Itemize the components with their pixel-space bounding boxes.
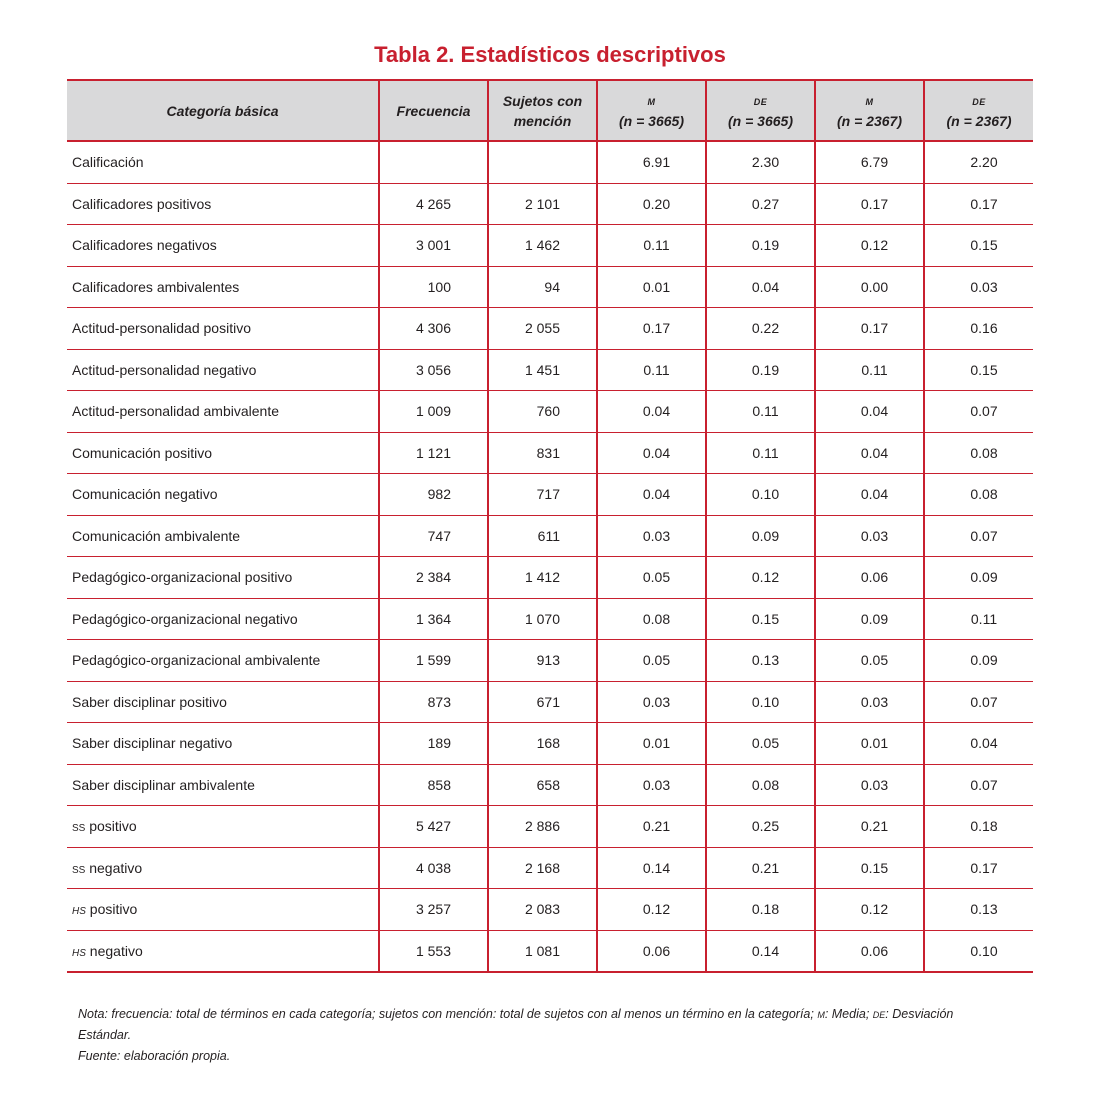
cell-m-2367: 6.79 bbox=[815, 141, 924, 183]
cell-frecuencia: 1 121 bbox=[379, 432, 488, 474]
cell-m-3665: 0.01 bbox=[597, 266, 706, 308]
cell-m-2367: 0.04 bbox=[815, 432, 924, 474]
cell-de-2367: 0.15 bbox=[924, 349, 1033, 391]
cell-frecuencia: 5 427 bbox=[379, 806, 488, 848]
cell-m-2367: 0.17 bbox=[815, 183, 924, 225]
cell-de-3665: 0.12 bbox=[706, 557, 815, 599]
table-row bbox=[67, 764, 1033, 806]
table-body bbox=[67, 141, 1033, 972]
cell-m-2367: 0.01 bbox=[815, 723, 924, 765]
cell-sujetos: 94 bbox=[488, 266, 597, 308]
cell-frecuencia bbox=[379, 141, 488, 183]
cell-category bbox=[67, 723, 379, 765]
header-m-3665 bbox=[597, 80, 706, 141]
cell-sujetos: 2 101 bbox=[488, 183, 597, 225]
cell-de-3665: 0.10 bbox=[706, 474, 815, 516]
cell-de-2367: 0.16 bbox=[924, 308, 1033, 350]
cell-de-3665: 2.30 bbox=[706, 141, 815, 183]
cell-frecuencia: 3 001 bbox=[379, 225, 488, 267]
cell-frecuencia: 3 056 bbox=[379, 349, 488, 391]
table-row bbox=[67, 141, 1033, 183]
category-name: Comunicación ambivalente bbox=[72, 527, 241, 544]
cell-m-3665: 0.01 bbox=[597, 723, 706, 765]
table-notes bbox=[78, 1004, 1008, 1067]
cell-sujetos: 760 bbox=[488, 391, 597, 433]
cell-m-3665: 0.03 bbox=[597, 764, 706, 806]
cell-de-2367: 0.13 bbox=[924, 889, 1033, 931]
table-row bbox=[67, 806, 1033, 848]
cell-category bbox=[67, 764, 379, 806]
cell-de-3665: 0.13 bbox=[706, 640, 815, 682]
category-name: Saber disciplinar positivo bbox=[72, 693, 227, 710]
cell-m-2367: 0.03 bbox=[815, 764, 924, 806]
note-part-3: : Desviación Estándar. bbox=[78, 1007, 954, 1042]
cell-sujetos bbox=[488, 141, 597, 183]
cell-frecuencia: 4 038 bbox=[379, 847, 488, 889]
cell-m-3665: 0.03 bbox=[597, 681, 706, 723]
cell-m-2367: 0.03 bbox=[815, 681, 924, 723]
cell-category bbox=[67, 557, 379, 599]
table-row bbox=[67, 432, 1033, 474]
cell-de-2367: 0.17 bbox=[924, 183, 1033, 225]
cell-sujetos: 658 bbox=[488, 764, 597, 806]
category-name: Calificadores ambivalentes bbox=[72, 278, 240, 295]
cell-frecuencia: 1 599 bbox=[379, 640, 488, 682]
category-prefix: hs bbox=[72, 942, 86, 959]
table-row bbox=[67, 598, 1033, 640]
category-name: Saber disciplinar ambivalente bbox=[72, 776, 255, 793]
category-name: Pedagógico-organizacional negativo bbox=[72, 610, 298, 627]
cell-category bbox=[67, 349, 379, 391]
table-row bbox=[67, 889, 1033, 931]
table-row bbox=[67, 557, 1033, 599]
cell-sujetos: 611 bbox=[488, 515, 597, 557]
table-row bbox=[67, 474, 1033, 516]
category-name: Calificadores negativos bbox=[72, 237, 217, 254]
category-name: positivo bbox=[89, 818, 137, 835]
cell-m-3665: 0.12 bbox=[597, 889, 706, 931]
cell-de-2367: 0.08 bbox=[924, 432, 1033, 474]
cell-m-2367: 0.11 bbox=[815, 349, 924, 391]
cell-sujetos: 2 886 bbox=[488, 806, 597, 848]
cell-sujetos: 2 083 bbox=[488, 889, 597, 931]
cell-de-2367: 0.10 bbox=[924, 930, 1033, 972]
cell-m-2367: 0.09 bbox=[815, 598, 924, 640]
cell-m-2367: 0.04 bbox=[815, 474, 924, 516]
cell-frecuencia: 747 bbox=[379, 515, 488, 557]
cell-de-3665: 0.15 bbox=[706, 598, 815, 640]
category-name: Actitud-personalidad positivo bbox=[72, 320, 251, 337]
note-m-abbrev: m bbox=[817, 1007, 825, 1021]
cell-de-2367: 2.20 bbox=[924, 141, 1033, 183]
cell-m-3665: 0.05 bbox=[597, 557, 706, 599]
cell-sujetos: 1 451 bbox=[488, 349, 597, 391]
cell-frecuencia: 3 257 bbox=[379, 889, 488, 931]
cell-de-2367: 0.15 bbox=[924, 225, 1033, 267]
cell-de-3665: 0.19 bbox=[706, 225, 815, 267]
table-row bbox=[67, 847, 1033, 889]
header-frecuencia: Frecuencia bbox=[379, 80, 488, 141]
cell-m-2367: 0.06 bbox=[815, 930, 924, 972]
category-name: negativo bbox=[89, 942, 143, 959]
category-name: Calificadores positivos bbox=[72, 195, 212, 212]
cell-m-3665: 0.04 bbox=[597, 391, 706, 433]
cell-sujetos: 913 bbox=[488, 640, 597, 682]
cell-sujetos: 2 055 bbox=[488, 308, 597, 350]
category-name: Pedagógico-organizacional ambivalente bbox=[72, 652, 321, 669]
category-name: Calificación bbox=[72, 154, 144, 171]
cell-m-3665: 0.04 bbox=[597, 432, 706, 474]
cell-de-3665: 0.14 bbox=[706, 930, 815, 972]
cell-m-3665: 0.08 bbox=[597, 598, 706, 640]
cell-m-3665: 0.04 bbox=[597, 474, 706, 516]
cell-m-2367: 0.04 bbox=[815, 391, 924, 433]
cell-m-2367: 0.17 bbox=[815, 308, 924, 350]
table-row bbox=[67, 515, 1033, 557]
cell-de-2367: 0.09 bbox=[924, 640, 1033, 682]
cell-category bbox=[67, 141, 379, 183]
table-row bbox=[67, 391, 1033, 433]
cell-m-3665: 0.11 bbox=[597, 225, 706, 267]
note-part-1: Nota: frecuencia: total de términos en cada categoría; sujetos con mención: total de sujetos con al menos un término en la categoría; bbox=[78, 1007, 818, 1021]
note-part-2: : Media; bbox=[824, 1007, 873, 1021]
header-m-2367-n: (n = 2367) bbox=[837, 112, 902, 129]
cell-frecuencia: 4 306 bbox=[379, 308, 488, 350]
cell-frecuencia: 100 bbox=[379, 266, 488, 308]
header-de-2367 bbox=[924, 80, 1033, 141]
cell-category bbox=[67, 225, 379, 267]
cell-frecuencia: 189 bbox=[379, 723, 488, 765]
header-de-2367-n: (n = 2367) bbox=[946, 112, 1012, 129]
table-row bbox=[67, 308, 1033, 350]
header-m-2367 bbox=[815, 80, 924, 141]
header-m-3665-n: (n = 3665) bbox=[619, 112, 684, 129]
cell-de-3665: 0.18 bbox=[706, 889, 815, 931]
header-m-2367-label: m bbox=[865, 92, 874, 108]
cell-m-3665: 0.20 bbox=[597, 183, 706, 225]
category-prefix: ss bbox=[72, 859, 86, 876]
cell-sujetos: 717 bbox=[488, 474, 597, 516]
cell-de-3665: 0.10 bbox=[706, 681, 815, 723]
cell-m-2367: 0.00 bbox=[815, 266, 924, 308]
table-title: Tabla 2. Estadísticos descriptivos bbox=[374, 42, 726, 67]
table-row bbox=[67, 723, 1033, 765]
cell-m-2367: 0.05 bbox=[815, 640, 924, 682]
table-row bbox=[67, 681, 1033, 723]
table-row bbox=[67, 640, 1033, 682]
cell-sujetos: 1 081 bbox=[488, 930, 597, 972]
cell-frecuencia: 858 bbox=[379, 764, 488, 806]
cell-frecuencia: 1 364 bbox=[379, 598, 488, 640]
category-name: Comunicación positivo bbox=[72, 444, 213, 461]
cell-category bbox=[67, 432, 379, 474]
cell-de-2367: 0.07 bbox=[924, 764, 1033, 806]
cell-de-3665: 0.19 bbox=[706, 349, 815, 391]
cell-de-2367: 0.04 bbox=[924, 723, 1033, 765]
category-name: Actitud-personalidad negativo bbox=[72, 361, 257, 378]
cell-de-3665: 0.22 bbox=[706, 308, 815, 350]
cell-m-2367: 0.21 bbox=[815, 806, 924, 848]
cell-frecuencia: 873 bbox=[379, 681, 488, 723]
cell-sujetos: 168 bbox=[488, 723, 597, 765]
cell-category bbox=[67, 681, 379, 723]
cell-m-2367: 0.12 bbox=[815, 889, 924, 931]
cell-sujetos: 1 412 bbox=[488, 557, 597, 599]
cell-de-3665: 0.11 bbox=[706, 432, 815, 474]
cell-de-2367: 0.08 bbox=[924, 474, 1033, 516]
descriptive-stats-table bbox=[67, 79, 1033, 973]
cell-category bbox=[67, 308, 379, 350]
cell-category bbox=[67, 930, 379, 972]
header-sujetos: Sujetos con mención bbox=[488, 80, 597, 141]
cell-m-3665: 0.17 bbox=[597, 308, 706, 350]
category-name: Actitud-personalidad ambivalente bbox=[72, 403, 280, 420]
cell-frecuencia: 1 553 bbox=[379, 930, 488, 972]
cell-category bbox=[67, 640, 379, 682]
cell-category bbox=[67, 266, 379, 308]
cell-category bbox=[67, 889, 379, 931]
category-name: positivo bbox=[89, 901, 138, 918]
cell-frecuencia: 1 009 bbox=[379, 391, 488, 433]
cell-category bbox=[67, 391, 379, 433]
table-row bbox=[67, 225, 1033, 267]
cell-sujetos: 2 168 bbox=[488, 847, 597, 889]
cell-m-3665: 0.21 bbox=[597, 806, 706, 848]
note-text bbox=[78, 1004, 1008, 1046]
cell-category bbox=[67, 183, 379, 225]
cell-de-2367: 0.07 bbox=[924, 391, 1033, 433]
cell-sujetos: 831 bbox=[488, 432, 597, 474]
cell-m-3665: 0.03 bbox=[597, 515, 706, 557]
cell-sujetos: 1 462 bbox=[488, 225, 597, 267]
cell-m-3665: 0.14 bbox=[597, 847, 706, 889]
cell-de-2367: 0.09 bbox=[924, 557, 1033, 599]
table-row bbox=[67, 349, 1033, 391]
header-de-3665-label: de bbox=[753, 92, 768, 108]
header-de-3665-n: (n = 3665) bbox=[728, 112, 793, 129]
cell-frecuencia: 982 bbox=[379, 474, 488, 516]
cell-de-2367: 0.03 bbox=[924, 266, 1033, 308]
cell-m-2367: 0.03 bbox=[815, 515, 924, 557]
cell-m-3665: 0.11 bbox=[597, 349, 706, 391]
category-prefix: ss bbox=[72, 818, 86, 835]
table-row bbox=[67, 266, 1033, 308]
note-de-abbrev: de bbox=[872, 1007, 886, 1021]
cell-de-3665: 0.09 bbox=[706, 515, 815, 557]
cell-de-2367: 0.07 bbox=[924, 681, 1033, 723]
category-name: Comunicación negativo bbox=[72, 486, 218, 503]
source-text: Fuente: elaboración propia. bbox=[78, 1049, 231, 1063]
cell-de-3665: 0.08 bbox=[706, 764, 815, 806]
cell-category bbox=[67, 806, 379, 848]
cell-de-3665: 0.05 bbox=[706, 723, 815, 765]
category-name: Saber disciplinar negativo bbox=[72, 735, 233, 752]
cell-de-2367: 0.18 bbox=[924, 806, 1033, 848]
cell-de-2367: 0.07 bbox=[924, 515, 1033, 557]
cell-de-3665: 0.04 bbox=[706, 266, 815, 308]
cell-category bbox=[67, 598, 379, 640]
cell-m-3665: 6.91 bbox=[597, 141, 706, 183]
cell-de-3665: 0.11 bbox=[706, 391, 815, 433]
category-prefix: hs bbox=[72, 901, 86, 918]
cell-sujetos: 671 bbox=[488, 681, 597, 723]
cell-category bbox=[67, 515, 379, 557]
cell-de-3665: 0.21 bbox=[706, 847, 815, 889]
header-categoria: Categoría básica bbox=[67, 80, 379, 141]
cell-m-2367: 0.15 bbox=[815, 847, 924, 889]
cell-sujetos: 1 070 bbox=[488, 598, 597, 640]
cell-category bbox=[67, 847, 379, 889]
category-name: negativo bbox=[89, 859, 143, 876]
header-m-3665-label: m bbox=[647, 92, 656, 108]
table-row bbox=[67, 183, 1033, 225]
table-header-row bbox=[67, 80, 1033, 141]
cell-de-2367: 0.11 bbox=[924, 598, 1033, 640]
cell-category bbox=[67, 474, 379, 516]
cell-de-2367: 0.17 bbox=[924, 847, 1033, 889]
cell-de-3665: 0.27 bbox=[706, 183, 815, 225]
cell-m-3665: 0.06 bbox=[597, 930, 706, 972]
header-de-3665 bbox=[706, 80, 815, 141]
table-row bbox=[67, 930, 1033, 972]
cell-m-2367: 0.06 bbox=[815, 557, 924, 599]
cell-de-3665: 0.25 bbox=[706, 806, 815, 848]
category-name: Pedagógico-organizacional positivo bbox=[72, 569, 293, 586]
cell-m-3665: 0.05 bbox=[597, 640, 706, 682]
cell-frecuencia: 4 265 bbox=[379, 183, 488, 225]
cell-m-2367: 0.12 bbox=[815, 225, 924, 267]
header-de-2367-label: de bbox=[972, 92, 986, 108]
cell-frecuencia: 2 384 bbox=[379, 557, 488, 599]
